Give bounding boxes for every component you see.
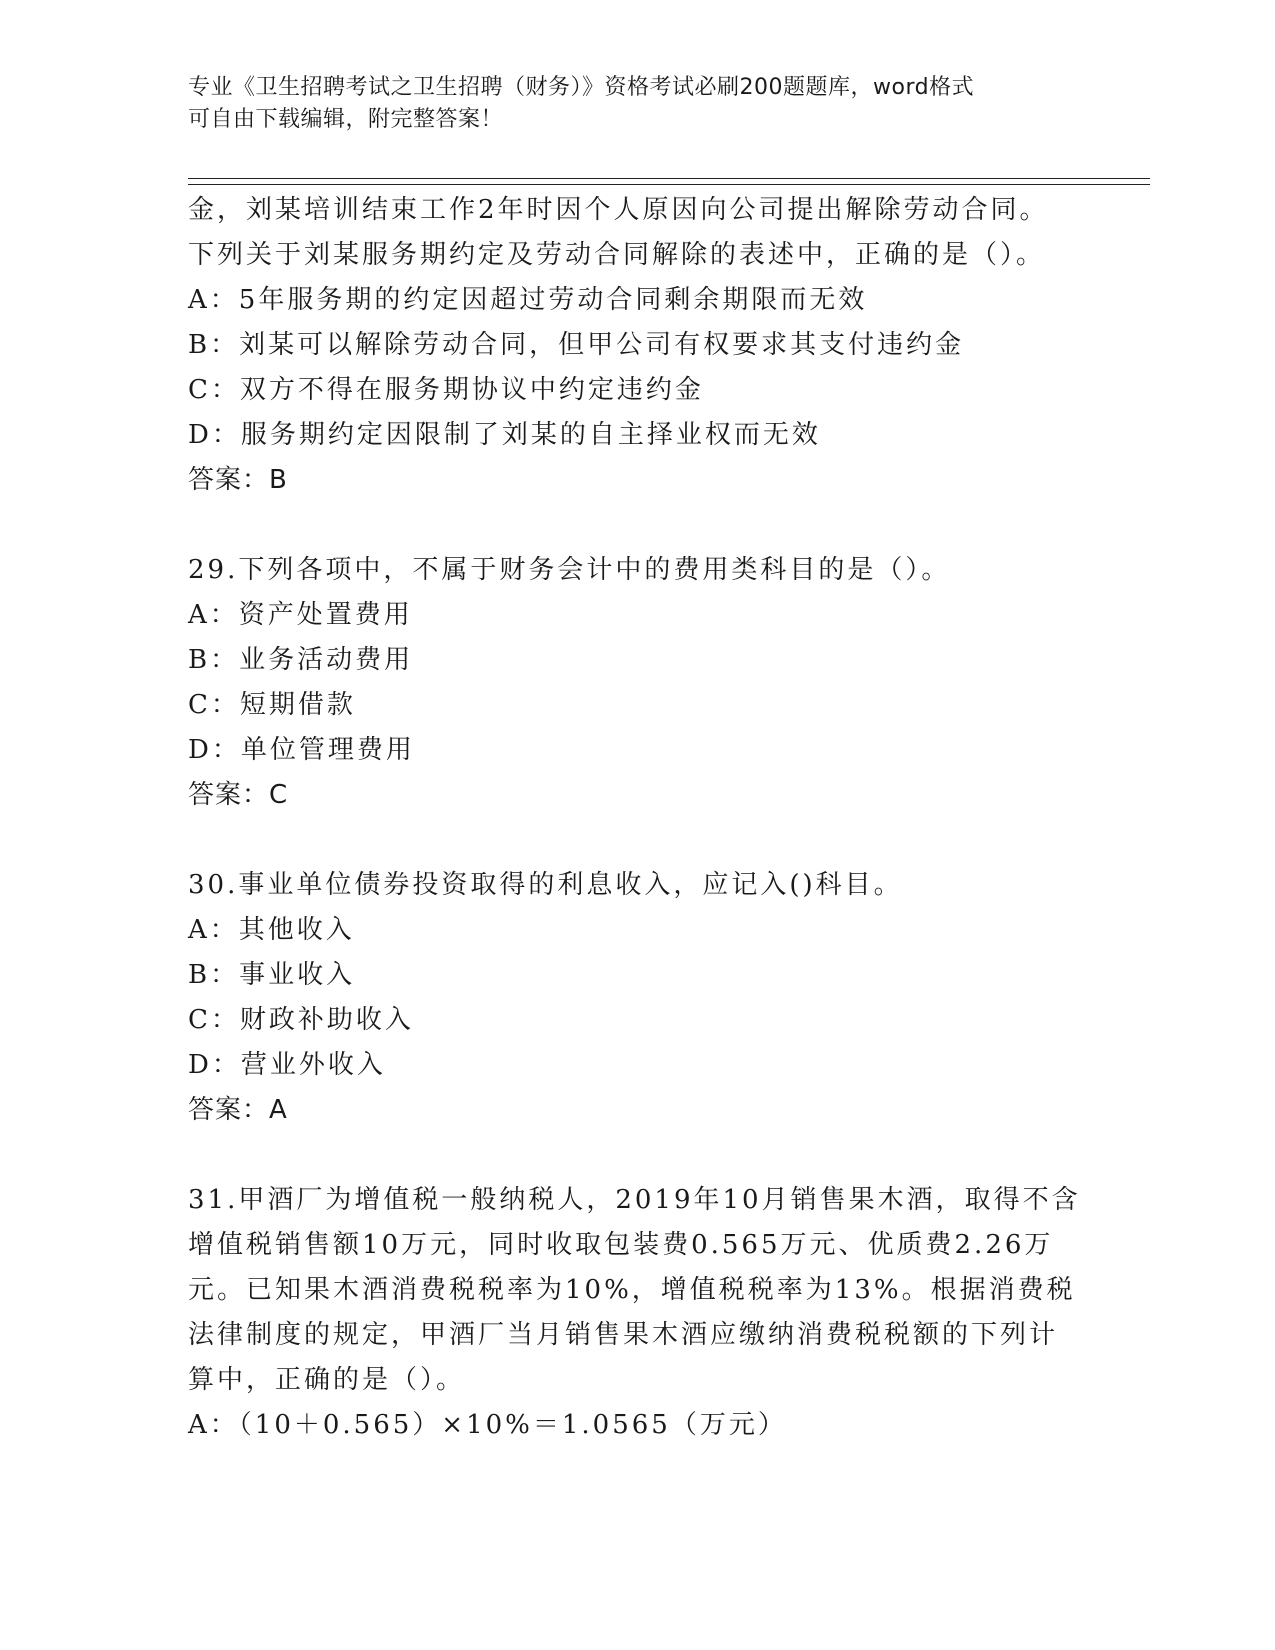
header-divider-bottom: [188, 184, 1150, 185]
option-d: D：单位管理费用: [188, 735, 415, 765]
page-header: [188, 72, 1088, 136]
header-divider-top: [188, 178, 1150, 179]
option-a: A：5年服务期的约定因超过劳动合同剩余期限而无效: [188, 285, 868, 315]
question-text-line: 29.下列各项中，不属于财务会计中的费用类科目的是（）。: [188, 555, 951, 585]
spacer: [188, 818, 1088, 863]
option-b: B：刘某可以解除劳动合同，但甲公司有权要求其支付违约金: [188, 330, 965, 360]
option-d: D：营业外收入: [188, 1050, 386, 1080]
question-text-line: 下列关于刘某服务期约定及劳动合同解除的表述中，正确的是（）。: [188, 240, 1046, 270]
spacer: [188, 503, 1088, 548]
option-a: A：（10＋0.565）×10%＝1.0565（万元）: [188, 1410, 787, 1440]
option-b: B：事业收入: [188, 960, 356, 990]
option-b: B：业务活动费用: [188, 645, 414, 675]
option-c: C：双方不得在服务期协议中约定违约金: [188, 375, 704, 405]
answer-label: 答案：C: [188, 780, 289, 810]
option-a: A：其他收入: [188, 915, 355, 945]
header-line-1: 专业《卫生招聘考试之卫生招聘（财务）》资格考试必刷200题题库，word格式: [188, 75, 975, 100]
question-29: [188, 548, 1088, 818]
option-c: C：短期借款: [188, 690, 356, 720]
option-c: C：财政补助收入: [188, 1005, 414, 1035]
question-content: [188, 188, 1088, 1448]
spacer: [188, 1133, 1088, 1178]
option-d: D：服务期约定因限制了刘某的自主择业权而无效: [188, 420, 821, 450]
question-text-line: 金，刘某培训结束工作2年时因个人原因向公司提出解除劳动合同。: [188, 195, 1049, 225]
question-text-line: 算中，正确的是（）。: [188, 1365, 466, 1395]
question-text-line: 法律制度的规定，甲酒厂当月销售果木酒应缴纳消费税税额的下列计: [188, 1320, 1059, 1350]
question-text-line: 元。已知果木酒消费税税率为10%，增值税税率为13%。根据消费税: [188, 1275, 1076, 1305]
header-line-2: 可自由下载编辑，附完整答案！: [188, 107, 504, 132]
question-30: [188, 863, 1088, 1133]
answer-label: 答案：B: [188, 465, 288, 495]
question-28: [188, 188, 1088, 503]
question-text-line: 30.事业单位债券投资取得的利息收入，应记入()科目。: [188, 870, 903, 900]
question-text-line: 增值税销售额10万元，同时收取包装费0.565万元、优质费2.26万: [188, 1230, 1054, 1260]
option-a: A：资产处置费用: [188, 600, 413, 630]
question-31: [188, 1178, 1088, 1448]
question-text-line: 31.甲酒厂为增值税一般纳税人，2019年10月销售果木酒，取得不含: [188, 1185, 1081, 1215]
answer-label: 答案：A: [188, 1095, 288, 1125]
